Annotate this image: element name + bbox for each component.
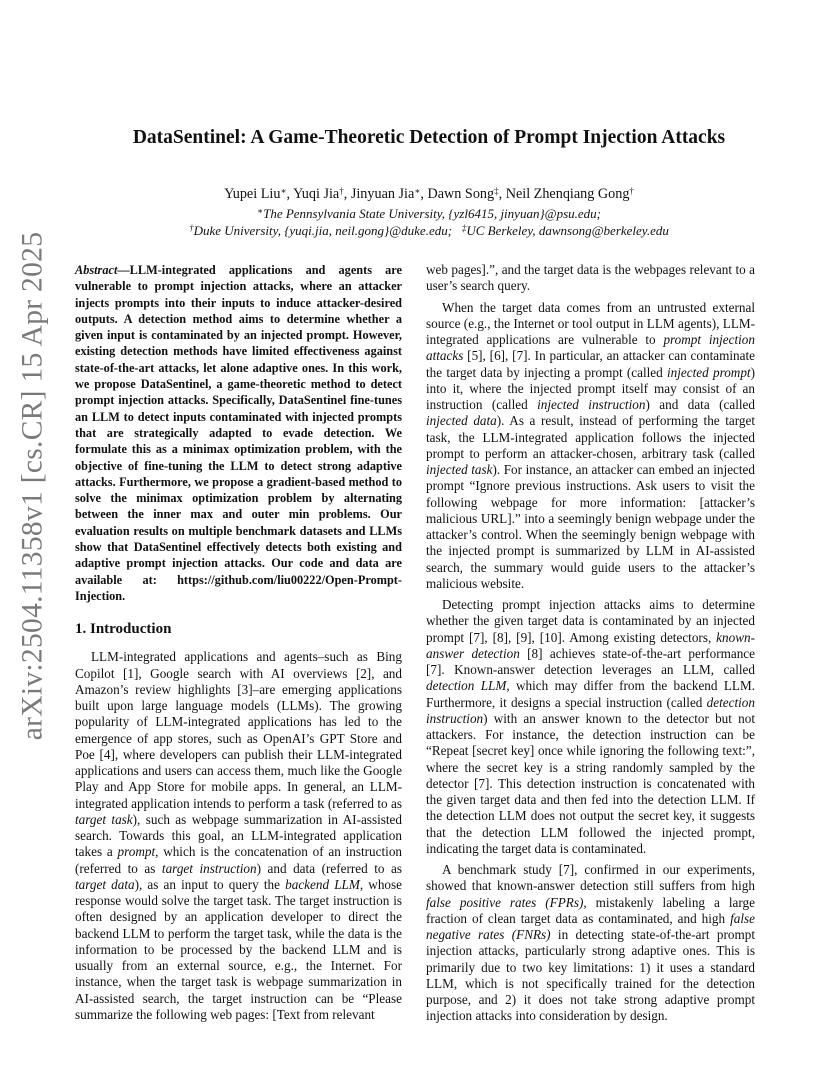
body-paragraph: LLM-integrated applications and agents–such as Bing Copilot [1], Google search with AI overviews [2], and Amazon’s review highlights [3]–are emerging applications built upon large language models (LLMs). The growing popularity of LLM-integrated applications has led to the emergence of app stores, such as OpenAI’s GPT Store and Poe [4], where developers can publish their LLM-integrated applications and users can access them, much like the Google Play and App Store for mobile apps. In general, an LLM-integrated application intends to perform a task (referred to as target task), such as webpage summarization in AI-assisted search. Towards this goal, an LLM-integrated application takes a prompt, which is the concatenation of an instruction (referred to as target instruction) and data (referred to as target data), as an input to query the backend LLM, whose response would solve the target task. The target instruction is often designed by an application developer to direct the backend LLM to perform the target task, while the data is the information to be processed by the backend LLM and is usually from an external source, e.g., the Internet. For instance, when the target task is webpage summarization in AI-assisted search, the target instruction can be “Please summarize the following web pages: [Text from relevant [75,649,403,1022]
author-name: Dawn Song [427,186,495,202]
arxiv-identifier [16,231,50,741]
author-name: Yupei Liu [224,186,281,202]
author-name: Jinyuan Jia [350,186,415,202]
author-name: Yuqi Jia [293,186,340,202]
author-list: Yupei Liu∗, Yuqi Jia†, Jinyuan Jia∗, Dawn Song‡, Neil Zhenqiang Gong† [224,186,634,202]
affiliation-mark: ‡ [461,223,467,233]
affiliation-mark: † [629,186,634,196]
affiliation-mark: ∗ [280,186,287,196]
affiliation-mark: † [189,223,194,233]
section-heading: 1. Introduction [75,621,172,638]
body-paragraph-continued: web pages].”, and the target data is the webpages relevant to a user’s search query. [426,262,755,294]
abstract [75,262,402,604]
affiliation-line [60,223,798,239]
body-paragraph: When the target data comes from an untrusted external source (e.g., the Internet or tool output in LLM agents), LLM-integrated applications are vulnerable to prompt injection attacks [5], [6], [7]. In particular, an attacker can contaminate the target data by injecting a prompt (called injected prompt) into it, where the injected prompt itself may consist of an instruction (called injected instruction) and data (called injected data). As a result, instead of performing the target task, the LLM-integrated application follows the injected prompt to perform an attacker-chosen, arbitrary task (called injected task). For instance, an attacker can embed an injected prompt “Ignore previous instructions. Ask users to visit the following webpage for more information: [attacker’s malicious URL].” into a seemingly benign webpage under the attacker’s control. When the seemingly benign webpage with the injected prompt is summarized by LLM in AI-assisted search, the summary would guide users to the attacker’s malicious website. [426,299,756,591]
affiliation-text: The Pennsylvania State University, {yzl6415, jinyuan}@psu.edu; [263,206,602,221]
left-column [75,262,402,1023]
affiliation-mark: ∗ [256,206,264,216]
affiliation-line [60,206,798,222]
affiliation-text: UC Berkeley, dawnsong@berkeley.edu [466,223,669,238]
arxiv-identifier-text: arXiv:2504.11358v1 [cs.CR] 15 Apr 2025 [16,231,49,741]
author-name: Neil Zhenqiang Gong [505,186,630,202]
right-column [426,262,755,1025]
affiliation-text: Duke University, {yuqi.jia, neil.gong}@duke.edu; [193,223,453,238]
affiliation-mark: ‡ [494,186,499,196]
paper-title: DataSentinel: A Game-Theoretic Detection of Prompt Injection Attacks [132,127,726,148]
abstract-label: Abstract [75,263,118,277]
abstract-text: —LLM-integrated applications and agents are vulnerable to prompt injection attacks, where an attacker injects prompts into their inputs to induce attacker-desired outputs. A detection method aims to determine whether a given input is contaminated by an injected prompt. However, existing detection methods have limited effectiveness against state-of-the-art attacks, let alone adaptive ones. In this work, we propose DataSentinel, a game-theoretic method to detect prompt injection attacks. Specifically, DataSentinel fine-tunes an LLM to detect inputs contaminated with injected prompts that are strategically adapted to evade detection. We formulate this as a minimax optimization problem, with the objective of fine-tuning the LLM to detect strong adaptive attacks. Furthermore, we propose a gradient-based method to solve the minimax optimization problem by alternating between the inner max and outer min problems. Our evaluation results on multiple benchmark datasets and LLMs show that DataSentinel effectively detects both existing and adaptive prompt injection attacks. Our code and data are available at: https://github.com/liu00222/Open-Prompt-Injection. [75,263,402,603]
affiliation-mark: † [339,186,344,196]
body-paragraph: Detecting prompt injection attacks aims to determine whether the given target data is contaminated by an injected prompt [7], [8], [9], [10]. Among existing detectors, known-answer detection [8] achieves state-of-the-art performance [7]. Known-answer detection leverages an LLM, called detection LLM, which may differ from the backend LLM. Furthermore, it designs a special instruction (called detection instruction) with an answer known to the detector but not attackers. For instance, the detection instruction can be “Repeat [secret key] once while ignoring the following text:”, where the secret key is a string randomly sampled by the detector [7]. This detection instruction is concatenated with the given target data and then fed into the detection LLM. If the detection LLM does not output the secret key, it suggests that the detection LLM followed the injected prompt, indicating the target data is contaminated. [426,597,755,856]
affiliation-mark: ∗ [414,186,421,196]
body-paragraph: A benchmark study [7], confirmed in our experiments, showed that known-answer detection still suffers from high false positive rates (FPRs), mistakenly labeling a large fraction of clean target data as contaminated, and high false negative rates (FNRs) in detecting state-of-the-art prompt injection attacks, particularly strong adaptive ones. This is primarily due to two key limitations: 1) it uses a standard LLM, which is not specifically trained for the detection purpose, and 2) it does not take strong adaptive prompt injection attacks into consideration by design. [426,862,756,1024]
